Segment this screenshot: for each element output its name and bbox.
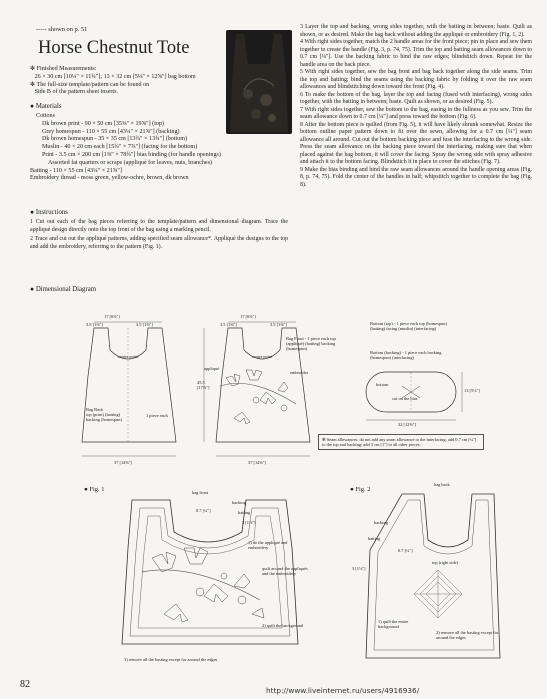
fig1-sa2: 3 [1⅛"] (242, 520, 256, 525)
bag-back-diagram (58, 316, 198, 476)
instruction-step: 4 With right sides together, match the 2 handle areas for the front piece; pin in place and sew them together to create the handle (Fig. 3, p. 74, 75). Trim the top and batting seam allowances down to 0.7 cm [¼"]. Use the backing fabric to bind the raw edges; blindstitch down. Repeat for the handle area on the back piece. (300, 39, 532, 68)
fig2-sa1: 0.7 [¼"] (398, 548, 413, 553)
bottom-backing-label: Bottom (backing) - 1 piece each backing (homespun) (interfacing) (370, 350, 442, 361)
fig2-backing: backing (374, 520, 388, 525)
instruction-step: 6 To make the bottom of the bag, layer the top and facing (fused with interfacing), wrong sides together, with the batting in between; baste. Quilt as shown, or as desired (Fig. 5). (300, 91, 532, 105)
instruction-step: 1 Cut out each of the bag pieces referring to the template/pattern and dimensional diagram. Trace the appliqué design directly onto the top front of the bag using a marking pencil. (30, 219, 288, 233)
materials-item: Muslin - 40 × 20 cm each [15¾" × 7⅞"] (facing for the bottom) (42, 144, 198, 151)
shown-on-reference: ----- shown on p. 51 (36, 26, 88, 33)
fig2-batting: batting (368, 536, 381, 541)
center-point-label: center point (117, 354, 139, 359)
applique-label: appliqué (204, 366, 220, 371)
fig2-label: ● Fig. 2 (350, 486, 371, 493)
materials-batting: Batting - 110 × 55 cm [43¼" × 21⅝"] (30, 167, 122, 174)
dim-bottom-width: 37 [14⅝"] (114, 460, 132, 465)
fig1-sa1: 0.7 [¼"] (196, 508, 211, 513)
bottom-length: 32 [12⅝"] (398, 422, 416, 427)
materials-thread: Embroidery thread - moss green, yellow-ochre, brown, dk brown (30, 175, 189, 182)
materials-item: Grey homespun - 110 × 55 cm [43¼" × 21⅝"] (backing) (42, 128, 180, 135)
fig2-sa2: 3 [1⅛"] (352, 566, 366, 571)
seam-allowance-note: ✻ Seam allowances: do not add any seam allowance to the interfacing; add 0.7 cm [¼"] to the top and backing; add 3 cm [1"] to all other pieces. (318, 434, 484, 450)
dim-top-width-front: 17 [6⅝"] (240, 314, 256, 319)
dim-strap-left-front: 3.5 [1⅜"] (220, 322, 237, 327)
fig1-label: ● Fig. 1 (84, 486, 105, 493)
materials-cottons: Cottons (36, 113, 55, 119)
fig2-top-right: top (right side) (432, 560, 459, 565)
materials-heading: ● Materials (30, 103, 62, 110)
materials-item: Print - 3.5 cm × 200 cm [1⅜" × 78¾"] bias binding (for handle openings) (42, 151, 221, 158)
bottom-label: bottom (376, 382, 389, 387)
fig1-step1: 1) do the appliqué and embroidery (248, 540, 288, 551)
instructions-heading: ● Instructions (30, 209, 68, 216)
finished-measurements: ✻ Finished Measurements: 26 × 30 cm [10¼" × 11¾"]; 13 × 32 cm [5⅛" × 12⅝"] bag bottom ✻ The full-size template/pattern can be found on Side B of the pattern sheet inserts. (30, 66, 196, 96)
dim-strap-right: 3.5 [1⅜"] (136, 322, 153, 327)
fig2-step2: 2) remove all the basting except for around the edges (436, 630, 499, 641)
fig1-bag-front: bag front (192, 490, 208, 495)
dim-bottom-width-front: 37 [14⅝"] (248, 460, 266, 465)
fig2-step1: 1) quilt the entire background (378, 619, 409, 630)
materials-item: Dk brown homespun - 35 × 35 cm [13¾" × 13¾"] (bottom) (42, 136, 188, 143)
center-point-front: center point (251, 354, 273, 359)
watermark-url: http://www.liveinternet.ru/users/4916936/ (266, 686, 420, 695)
instruction-step: 3 Layer the top and backing, wrong sides together, with the batting in between; baste. Quilt as shown, or as desired. Make the bag back without adding the appliqué or embroidery (Fig. 1, 2). (300, 24, 532, 38)
instructions-left (30, 219, 288, 251)
dimensional-heading: ● Dimensional Diagram (30, 286, 97, 293)
fig1-backing: backing (232, 500, 246, 505)
fig1-quilt-around: quilt around the appliqués and the embroidery (262, 566, 308, 577)
materials-item: Assorted fat quarters or scraps (appliqué for leaves, nuts, branches) (48, 159, 212, 166)
dim-strap-right-front: 3.5 [1⅜"] (270, 322, 287, 327)
dim-strap-left: 3.5 [1⅜"] (86, 322, 103, 327)
instructions-right (300, 24, 532, 189)
page-number: 82 (20, 679, 30, 690)
materials-item: Dk brown print - 90 × 50 cm [35⅜" × 19⅝"] (top) (42, 120, 165, 127)
bag-front-label: Bag Front - 1 piece each top (appliqué) (batting) backing (homespun) (286, 336, 336, 352)
bottom-depth: 13 [5⅛"] (464, 388, 480, 393)
bag-back-label: Bag Back top (print) (batting) backing (homespun) (86, 407, 122, 423)
cut-bias-label: cut on the bias (392, 396, 418, 401)
materials-list (30, 113, 236, 183)
instruction-step: 9 Make the bias binding and bind the raw seam allowances around the handle opening areas (Fig. 8, p. 74, 75). Fold the center of the handles in half; whipstitch together to complete the bag (Fig. 8). (300, 166, 532, 188)
one-piece-label: 1 piece each (146, 413, 168, 418)
fig1-step3: 3) remove all the basting except for around the edges (124, 657, 218, 662)
bottom-top-label: Bottom (top) - 1 piece each top (homespun) (batting) facing (muslin) (interfacing) (370, 321, 447, 332)
dim-height: 45.5 [17⅞"] (197, 380, 210, 391)
instruction-step: 8 After the bottom piece is quilted (from Fig. 5), it will have likely shrunk somewhat. Resize the bottom outline paper pattern down to fit over the sewn, allowing for a 0.7 cm [¼"] seam allowance all around. Cut out the bottom backing piece and fuse the interfacing to the wrong side. Press the seam allowance on the backing piece toward the interfacing, making sure that when placed against the bag bottom, it will cover the facing. Spray the wrong side with spray adhesive and attach it to the bottom facing. Blindstitch it in place to cover the stitches (Fig. 7). (300, 121, 532, 165)
fig2-bag-back: bag back (434, 482, 450, 487)
instruction-step: 5 With right sides together, sew the bag front and bag back together along the side seams. Trim the top and batting; bind the seams using the backing fabric by folding it over the raw seam allowances and blindstitching down toward the front (Fig. 4). (300, 69, 532, 90)
fig1-batting: batting (238, 510, 251, 515)
page-title: Horse Chestnut Tote (38, 38, 190, 58)
embroider-label: embroider (290, 370, 309, 375)
instruction-step: 7 With right sides together, sew the bottom to the bag, easing in the fullness as you sew. Trim the seam allowance down to 0.7 cm [¼"] and press toward the bottom (Fig. 6). (300, 106, 532, 120)
dim-top-width: 17 [6⅝"] (104, 314, 120, 319)
fig1-step2: 2) quilt the background (262, 623, 304, 628)
instruction-step: 2 Trace and cut out the appliqué patterns, adding specified seam allowance*. Appliqué the designs to the top and add the embroidery, referring to the pattern (Fig. 1). (30, 236, 288, 250)
